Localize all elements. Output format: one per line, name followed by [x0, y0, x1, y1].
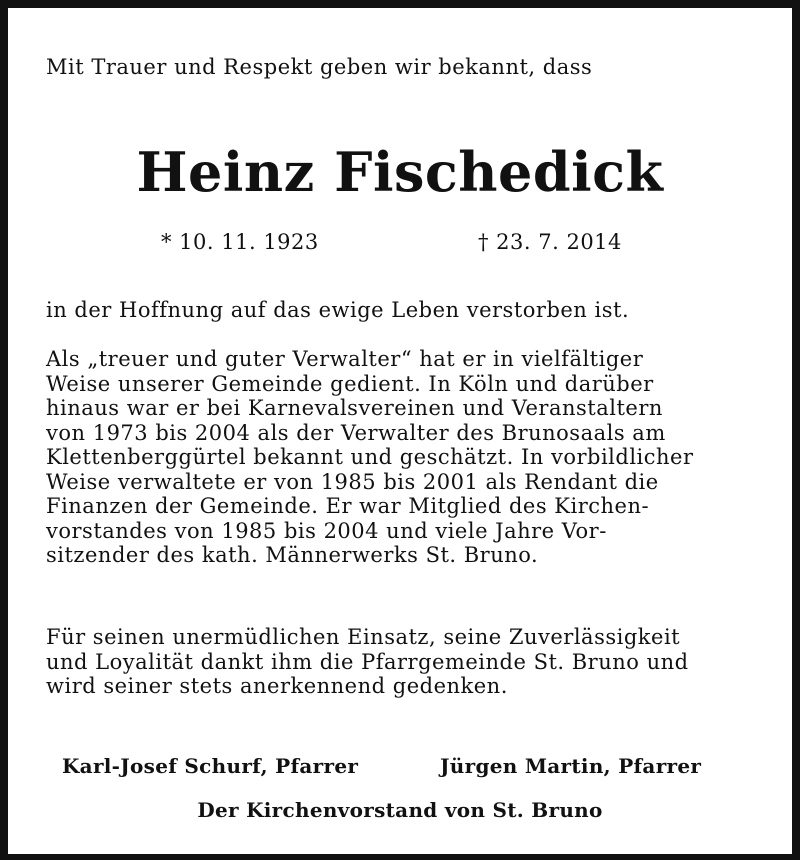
- council-signature: Der Kirchenvorstand von St. Bruno: [197, 798, 603, 822]
- paragraph-hope: in der Hoffnung auf das ewige Leben verstorben ist.: [46, 298, 630, 322]
- paragraph-biography: Als „treuer und guter Verwalter“ hat er in vielfältiger Weise unserer Gemeinde gedient. In Köln und darüber hinaus war er bei Karnevalsvereinen und Veranstaltern von 1973 bis 2004 als der Verwalter des Brunosaals am Klettenberggürtel bekannt und geschätzt. In vorbildlicher Weise verwaltete er von 1985 bis 2001 als Rendant die Finanzen der Gemeinde. Er war Mitglied des Kirchen- vorstandes von 1985 bis 2004 und viele Jahre Vor- sitzender des kath. Männerwerks St. Bruno.: [46, 347, 694, 567]
- intro-text: Mit Trauer und Respekt geben wir bekannt, dass: [46, 55, 593, 79]
- signature-right: Jürgen Martin, Pfarrer: [440, 754, 702, 778]
- signature-left: Karl-Josef Schurf, Pfarrer: [62, 754, 359, 778]
- paragraph-thanks: Für seinen unermüdlichen Einsatz, seine Zuverlässigkeit und Loyalität dankt ihm die Pfarrgemeinde St. Bruno und wird seiner stets anerkennend gedenken.: [46, 625, 689, 698]
- birth-date: * 10. 11. 1923: [161, 230, 319, 254]
- deceased-name: Heinz Fischedick: [136, 140, 664, 204]
- death-date: † 23. 7. 2014: [478, 230, 622, 254]
